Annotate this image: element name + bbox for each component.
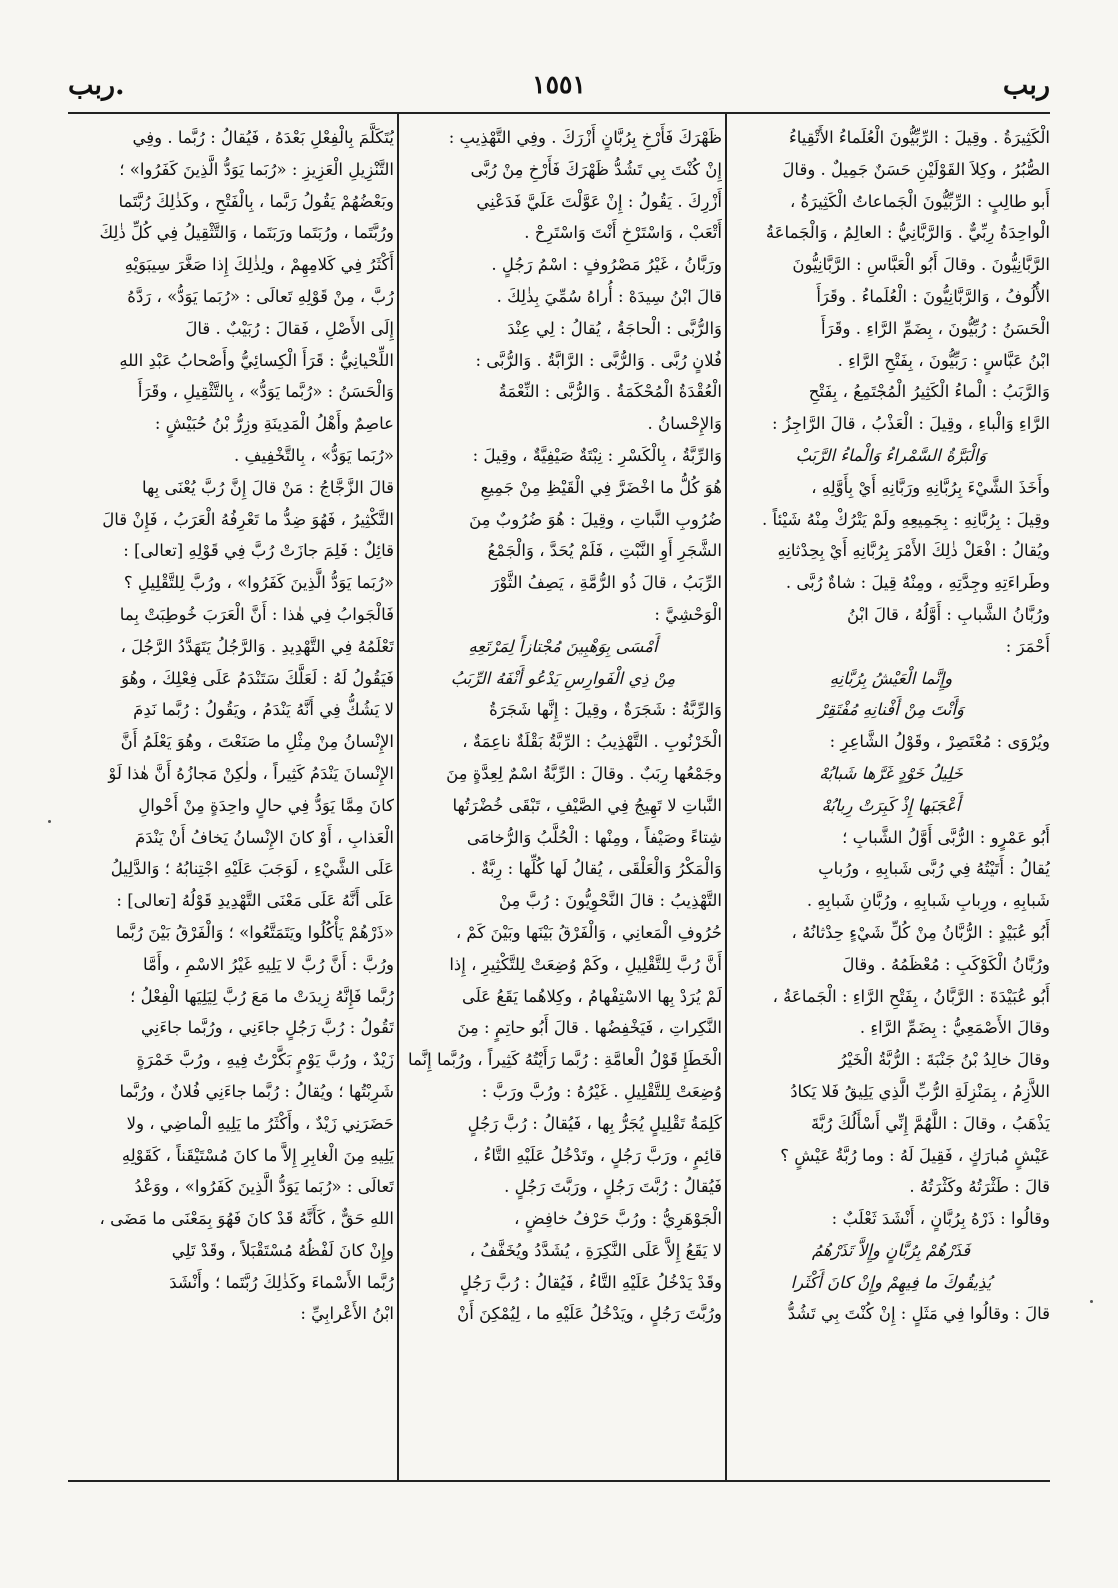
verse-line: أَعْجَبَها إِذْ كَبِرَتْ رِبابُهْ bbox=[821, 795, 961, 815]
text-line: ظَهْرَكَ فَأَرْخِ بِرُبَّانٍ أَزْرَكَ . وفِي التَّهْذِيبِ : bbox=[448, 128, 722, 147]
text-line: وَالإِحْسانُ . bbox=[647, 414, 722, 434]
text-line: وَالرُّبَّى : الْحاجَةُ ، يُقالُ : لِي عِنْدَ bbox=[507, 318, 722, 338]
text-line: الْكَثِيرَةُ . وقِيلَ : الرِّبِّيُّونَ الْعُلَماءُ الأَتْقِياءُ bbox=[788, 128, 1050, 147]
text-line: شَبابِهِ ، ورِبابِ شَبابِهِ ، ورُبَّانِ شَبابِهِ . bbox=[806, 891, 1050, 911]
text-line: الْخَطَإِ قَوْلُ الْعامَّةِ : رُبَّما رَأَيْتُهُ كَثِيراً ، ورُبَّما إِنَّما bbox=[407, 1050, 722, 1070]
text-line: أَبُو عَمْرٍو : الرُّبَّى أَوَّلُ الشَّبابِ ؛ bbox=[842, 827, 1050, 847]
text-line: كانَ مِمَّا يَوَدُّ فِي حالٍ واحِدَةٍ مِنْ أَحْوالِ bbox=[138, 795, 394, 815]
text-line: الْجَوْهَرِيُّ : ورُبَّ حَرْفُ خافِضٍ ، bbox=[514, 1209, 722, 1229]
column-divider-right bbox=[725, 112, 727, 1482]
text-column-right bbox=[732, 122, 1050, 1472]
text-line: أَبو طالِبٍ : الرِّبِّيُّونَ الْجَماعاتُ الْكَثِيرَةُ ، bbox=[789, 191, 1050, 211]
text-line: التَّهْذِيبُ : قالَ النَّحْوِيُّونَ : رُبَّ مِنْ bbox=[498, 891, 722, 911]
verse-line: يُذِيقُوكَ ما فِيهِمْ وإِنْ كانَ أَكْثَرا bbox=[790, 1272, 992, 1292]
text-line: الإِنْسانَ يَنْدَمُ كَثِيراً ، ولٰكِنْ مَجازُهُ أَنَّ هٰذا لَوْ bbox=[108, 763, 394, 783]
text-line: وَالرِّبَّةُ ، بِالْكَسْرِ : نِبْتَةٌ صَيْفِيَّةٌ ، وقِيلَ : bbox=[472, 445, 722, 465]
text-line: قائِلٌ : فَلِمَ جازَتْ رُبَّ فِي قَوْلِهِ [تعالى] : bbox=[123, 541, 394, 561]
text-line: إِلَى الأَصْلِ ، فَقالَ : رُبَيْبٌ . قالَ bbox=[185, 318, 394, 338]
text-line: الشَّجَرِ أَوِ النَّبْتِ ، فَلَمْ يُحَدَّ ، وَالْجَمْعُ bbox=[487, 541, 722, 561]
text-line: هُوَ كُلُّ ما اخْضَرَّ فِي الْقَيْظِ مِنْ جَمِيعِ bbox=[480, 477, 722, 497]
text-line: الْوَحْشِيَّ : bbox=[654, 604, 722, 624]
text-line: أَبُو عُبَيْدٍ : الرُّبَّانُ مِنْ كُلِّ شَيْءٍ حِدْثانُهُ ، bbox=[791, 922, 1050, 942]
text-line: شَرِبْتُها ؛ ويُقالُ : رُبَّما جاءَنِي فُلانٌ ، ورُبَّما bbox=[119, 1081, 394, 1101]
text-line: اللاَّزِمُ ، بِمَنْزِلَةِ الرُّبِّ الَّذِي يَلِيقُ فَلا يَكادُ bbox=[790, 1081, 1050, 1101]
text-line: يُقالُ : أَتَيْتُهُ فِي رُبَّى شَبابِهِ ، ورُبابِ bbox=[818, 859, 1050, 879]
text-line: وقالَ خالِدُ بْنُ جَنْبَةَ : الرُّبَّةُ الْخَيْرُ bbox=[838, 1050, 1050, 1070]
text-column-left bbox=[76, 122, 394, 1472]
text-line: وطَراءَتِهِ وجِدَّتِهِ ، ومِنْهُ قِيلَ : شاةٌ رُبَّى . bbox=[785, 573, 1050, 593]
text-line: وَالْحَسَنُ : «رُبَّما يَوَدُّ» ، بِالتَّثْقِيلِ ، وقَرَأَ bbox=[137, 382, 394, 402]
column-divider-left bbox=[397, 112, 399, 1482]
text-line: وقَدْ يَدْخُلُ عَلَيْهِ التَّاءُ ، فَيُقالُ : رُبَّ رَجُلٍ bbox=[459, 1272, 722, 1292]
text-line: الرَّاءِ وَالْباءِ ، وقِيلَ : الْعَذْبُ ، قالَ الرَّاجِزُ : bbox=[772, 414, 1050, 434]
left-running-headword: .ربب bbox=[68, 70, 125, 101]
text-line: ابْنُ عَبَّاسٍ : رَبِّيُّونَ ، بِفَتْحِ الرَّاءِ . bbox=[837, 350, 1050, 370]
header-rule bbox=[68, 112, 1050, 114]
text-line: عَيْشٍ مُبارَكٍ ، فَقِيلَ لَهُ : وما رُبَّةُ عَيْشٍ ؟ bbox=[780, 1145, 1050, 1165]
text-line: إِنْ كُنْتَ بِي تَشُدُّ ظَهْرَكَ فَأَرْخِ مِنْ رُبَّى bbox=[470, 159, 722, 179]
text-line: فَيُقالُ : رُبَّتَ رَجُلٍ ، ورَبَّتَ رَجُلٍ . bbox=[504, 1177, 722, 1197]
text-line: الْعُقْدَةُ الْمُحْكَمَةُ . وَالرُّبَّى : النِّعْمَةُ bbox=[498, 382, 722, 402]
text-line: ابْنُ الأَعْرابِيِّ : bbox=[300, 1304, 394, 1324]
verse-line: فَذَرْهُمْ بِرُبَّانٍ وإِلاَّ تَذَرْهُمُ bbox=[811, 1240, 971, 1260]
verse-line: مِنْ ذِي الْفَوارِسِ يَدْعُو أَنْفَهُ الرِّبَبُ bbox=[450, 668, 676, 688]
text-line: أَكْثَرُ فِي كَلامِهِمْ ، ولِذٰلِكَ إِذا صَغَّرَ سِيبَوَيْهِ bbox=[124, 255, 394, 275]
text-line: وَالرَّبَبُ : الْماءُ الْكَثِيرُ الْمُجْتَمِعُ ، بِفَتْحِ bbox=[808, 382, 1050, 402]
text-line: ورُبَّتَما ، ورُبَتَما ورَبَتَما ، وَالتَّثْقِيلُ فِي كُلِّ ذٰلِكَ bbox=[99, 223, 394, 243]
text-line: أَحْمَرَ : bbox=[1005, 636, 1050, 656]
text-line: قالَ : وقالُوا فِي مَثَلٍ : إِنْ كُنْتَ بِي تَشُدُّ bbox=[787, 1304, 1050, 1324]
text-line: يَذْهَبُ ، وقالَ : اللَّهُمَّ إِنِّي أَسْأَلُكَ رُبَّةَ bbox=[811, 1113, 1050, 1133]
text-line: قالَ ابْنُ سِيدَهْ : أُراهُ سُمِّيَ بِذٰلِكَ . bbox=[496, 286, 722, 306]
text-line: الرَّبَّانِيُّونَ . وقالَ أَبُو الْعَبَّاسِ : الرَّبَّانِيُّونَ bbox=[792, 255, 1050, 275]
text-line: الْخَرْنُوبِ . التَّهْذِيبُ : الرِّبَّةُ بَقْلَةٌ ناعِمَةٌ ، bbox=[462, 732, 722, 752]
text-line: اللهِ حَقٌّ ، كَأَنَّهُ قَدْ كانَ فَهُوَ بِمَعْنَى ما مَضَى ، bbox=[99, 1209, 394, 1229]
text-line: وقالَ الأَصْمَعِيُّ : بِضَمِّ الرَّاءِ . bbox=[859, 1018, 1050, 1038]
text-line: تَقُولُ : رُبَّ رَجُلٍ جاءَنِي ، ورُبَّما جاءَنِي bbox=[141, 1018, 394, 1038]
text-line: النَّباتِ لا تَهِيجُ فِي الصَّيْفِ ، تَبْقَى خُضْرَتُها bbox=[452, 795, 722, 815]
text-line: لا يَشُكُّ فِي أَنَّهُ يَنْدَمُ ، ويَقُولُ : رُبَّما نَدِمَ bbox=[133, 700, 394, 720]
text-line: وُضِعَتْ لِلتَّقْلِيلِ . غَيْرُهُ : ورُبَّ ورَبَّ : bbox=[481, 1081, 722, 1101]
text-line: الْواحِدَةُ رِبِّيٌّ . وَالرَّبَّانِيُّ : العالِمُ ، وَالْجَماعَةُ bbox=[765, 223, 1050, 243]
verse-line: أَمْسَى بِوَهْبِينَ مُجْتازاً لِمَرْتَعِهِ bbox=[468, 636, 658, 656]
text-line: أَنَّ رُبَّ لِلتَّقْلِيلِ ، وكَمْ وُضِعَتْ لِلتَّكْثِيرِ ، إِذا bbox=[449, 954, 722, 974]
text-line: وأَخَذَ الشَّيْءَ بِرُبَّانِهِ ورَبَّانِهِ أَيْ بِأَوَّلِهِ ، bbox=[811, 477, 1050, 497]
text-line: الْحَسَنُ : رُبِّيُّونَ ، بِضَمِّ الرَّاءِ . وقَرَأَ bbox=[820, 318, 1050, 338]
text-line: قائِمٍ ، ورَبَّ رَجُلٍ ، وتَدْخُلُ عَلَيْهِ التَّاءُ ، bbox=[473, 1145, 722, 1165]
text-line: ورُبَّ : أَنَّ رُبَّ لا يَلِيهِ غَيْرُ الاسْمِ ، وأَمَّا bbox=[143, 954, 394, 974]
text-line: عَلَى أَنَّهُ عَلَى مَعْنَى التَّهْدِيدِ قَوْلُهُ [تعالى] : bbox=[116, 891, 394, 911]
text-line: يَلِيهِ مِنَ الْغابِرِ إِلاَّ ما كانَ مُسْتَيْقَناً ، كَقَوْلِهِ bbox=[121, 1145, 394, 1165]
text-line: الصُّبُرُ ، وكِلاَ القَوْلَيْنِ حَسَنٌ جَمِيلٌ . وقالَ bbox=[782, 159, 1050, 179]
text-line: رُبَّما الأَسْماءَ وكَذٰلِكَ رُبَّتَما ؛ وأَنْشَدَ bbox=[169, 1272, 394, 1292]
text-line: التَّنْزِيلِ الْعَزِيزِ : «رُبَما يَوَدُّ الَّذِينَ كَفَرُوا» ؛ bbox=[119, 159, 394, 179]
text-line: عاصِمٌ وأَهْلُ الْمَدِينَةِ وزِرُّ بْنُ حُبَيْشٍ : bbox=[154, 414, 394, 434]
scan-speck bbox=[1090, 1300, 1093, 1303]
text-line: التَّكْثِيرُ ، فَهُوَ ضِدُّ ما تَعْرِفُهُ الْعَرَبُ ، فَإِنْ قالَ bbox=[102, 509, 394, 529]
text-line: رُبَّما فَإِنَّهُ زِيدَتْ ما مَعَ رُبَّ لِيَلِيَها الْفِعْلُ ؛ bbox=[130, 986, 394, 1006]
text-line: فُلانٍ رُبَّى . وَالرُّبَّى : الرَّابَّةُ . وَالرُّبَّى : bbox=[475, 350, 722, 370]
text-line: الأُلُوفُ ، وَالرَّبَّانِيُّونَ : الْعُلَماءُ . وقَرَأَ bbox=[816, 286, 1050, 306]
text-line: حُرُوفِ الْمَعانِي ، وَالْفَرْقُ بَيْنَها وبَيْنَ كَمْ ، bbox=[455, 922, 722, 942]
text-column-middle bbox=[404, 122, 722, 1472]
right-running-headword: ربب bbox=[1002, 70, 1050, 101]
text-line: «ذَرْهُمْ يَأْكُلُوا ويَتَمَتَّعُوا» ؛ وَالْفَرْقُ بَيْنَ رُبَّما bbox=[115, 922, 394, 942]
text-line: كَلِمَةُ تَقْلِيلٍ يُجَرُّ بِها ، فَيُقالُ : رُبَّ رَجُلٍ bbox=[467, 1113, 722, 1133]
text-line: اللِّحْيانِيُّ : قَرَأَ الْكِسائِيُّ وأَصْحابُ عَبْدِ اللهِ bbox=[119, 350, 394, 370]
text-line: لَمْ يُرَدْ بِها الاسْتِفْهامُ ، وكِلاهُما يَقَعُ عَلَى bbox=[461, 986, 722, 1006]
text-line: وجَمْعُها رِبَبٌ . وقالَ : الرِّبَّةُ اسْمٌ لِعِدَّةٍ مِنَ bbox=[446, 763, 722, 783]
text-line: يُتَكَلَّمَ بِالْفِعْلِ بَعْدَهُ ، فَيُقالُ : رُبَّما . وفِي bbox=[132, 128, 394, 147]
text-line: ويُرْوَى : مُعْتَصِرْ ، وقَوْلُ الشَّاعِرِ : bbox=[829, 732, 1050, 752]
text-line: وَالْمَكْرُ وَالْعَلْقَى ، يُقالُ لَها كُلِّها : رِبَّةٌ . bbox=[470, 859, 722, 879]
verse-line: خَلِيلُ خَوْدٍ غَرَّها شَبابُهْ bbox=[819, 763, 963, 783]
text-line: النَّكِراتِ ، فَيَخْفِضُها . قالَ أَبُو حاتِمٍ : مِنَ bbox=[457, 1018, 722, 1038]
text-line: زَيْدٌ ، ورُبَّ يَوْمٍ بَكَّرْتُ فِيهِ ، ورُبَّ خَمْرَةٍ bbox=[136, 1050, 394, 1070]
text-line: وقِيلَ : بِرُبَّانِهِ : بِجَمِيعِهِ ولَمْ يَتْرُكْ مِنْهُ شَيْئاً . bbox=[762, 509, 1050, 529]
text-line: الإِنْسانُ مِنْ مِثْلِ ما صَنَعْتَ ، وهُوَ يَعْلَمُ أَنَّ bbox=[120, 732, 394, 752]
text-line: الْعَذابِ ، أَوْ كانَ الإِنْسانُ يَخافُ أَنْ يَنْدَمَ bbox=[135, 827, 394, 847]
text-line: ورَبَّانُ ، غَيْرُ مَصْرُوفٍ : اسْمُ رَجُلٍ . bbox=[491, 255, 722, 275]
text-line: حَضَرَنِي زَيْدٌ ، وأَكْثَرُ ما يَلِيهِ الْماضِي ، ولا bbox=[126, 1113, 394, 1133]
text-line: فَالْجَوابُ فِي هٰذا : أَنَّ الْعَرَبَ خُوطِبَتْ بِما bbox=[119, 604, 394, 624]
text-line: قالَ الزَّجَّاجُ : مَنْ قالَ إِنَّ رُبَّ يُعْنَى بِها bbox=[141, 477, 394, 497]
text-line: «رُبَما يَوَدُّ» ، بِالتَّخْفِيفِ . bbox=[233, 445, 394, 465]
verse-line: وَأَنْتَ مِنْ أَفْنانِهِ مُفْتَقِرْ bbox=[817, 700, 964, 720]
text-line: «رُبَما يَوَدُّ الَّذِينَ كَفَرُوا» ، ورُبَّ لِلتَّقْلِيلِ ؟ bbox=[123, 573, 394, 593]
text-line: قالَ : طَثْرَتُهُ وكَثْرَتُهُ . bbox=[909, 1177, 1050, 1197]
text-line: أَزْرِكَ . يَقُولُ : إِنْ عَوَّلْتَ عَلَيَّ فَدَعْنِي bbox=[476, 191, 722, 211]
text-line: تَعالَى : «رُبَما يَوَدُّ الَّذِينَ كَفَرُوا» ، ووَعْدُ bbox=[134, 1177, 394, 1197]
verse-line: وَالْبَرَّةُ السَّمْراءُ وَالْماءُ الرَّبَبْ bbox=[795, 445, 987, 465]
text-line: رُبَّ ، مِنْ قَوْلِهِ تَعالَى : «رُبَما يَوَدُّ» ، رَدَّهُ bbox=[127, 286, 394, 306]
footer-rule bbox=[68, 1480, 1050, 1482]
text-line: عَلَى الشَّيْءِ ، لَوَجَبَ عَلَيْهِ اجْتِنابُهُ ؛ وَالدَّلِيلُ bbox=[110, 859, 394, 879]
text-line: وَالرِّبَّةُ : شَجَرَةٌ ، وقِيلَ : إِنَّها شَجَرَةُ bbox=[489, 700, 722, 720]
text-line: شِتاءً وصَيْفاً ، ومِنْها : الْحُلَّبُ وَالرُّخامَى bbox=[466, 827, 722, 847]
text-line: وقالُوا : ذَرْهُ بِرُبَّانٍ ، أَنْشَدَ ثَعْلَبٌ : bbox=[831, 1209, 1050, 1229]
text-line: ويُقالُ : افْعَلْ ذٰلِكَ الأَمْرَ بِرُبَّانِهِ أَيْ بِحِدْثانِهِ bbox=[777, 541, 1050, 561]
text-line: وإِنْ كانَ لَفْظُهُ مُسْتَقْبَلاً ، وقَدْ تَلِي bbox=[171, 1240, 394, 1260]
page-header bbox=[68, 62, 1050, 112]
text-line: الرِّبَبُ ، قالَ ذُو الرُّمَّةِ ، يَصِفُ الثَّوْرَ bbox=[491, 573, 722, 593]
text-line: تَعْلَمُهُ فِي التَّهْدِيدِ . وَالرَّجُلُ يَتَهَدَّدُ الرَّجُلَ ، bbox=[120, 636, 394, 656]
text-line: ضُرُوبِ النَّباتِ ، وقِيلَ : هُوَ ضُرُوبٌ مِنَ bbox=[469, 509, 722, 529]
scan-speck bbox=[48, 820, 51, 823]
text-line: لا يَقَعُ إِلاَّ عَلَى النَّكِرَةِ ، يُشَدَّدُ ويُخَفَّفُ ، bbox=[469, 1240, 722, 1260]
text-line: ورُبَّانُ الشَّبابِ : أَوَّلُهُ ، قالَ ابْنُ bbox=[847, 604, 1050, 624]
text-line: ورُبَّانُ الْكَوْكَبِ : مُعْظَمُهُ . وقالَ bbox=[842, 954, 1050, 974]
verse-line: وإِنَّما الْعَيْشُ بِرُبَّانِهِ bbox=[829, 668, 953, 688]
text-line: فَيَقُولُ لَهُ : لَعَلَّكَ سَتَنْدَمُ عَلَى فِعْلِكَ ، وهُوَ bbox=[121, 668, 394, 688]
text-line: ورُبَّتَ رَجُلٍ ، ويَدْخُلُ عَلَيْهِ ما ، لِيُمْكِنَ أَنْ bbox=[457, 1304, 722, 1324]
page-number: ١٥٥١ bbox=[532, 70, 586, 99]
text-line: أَتْعَبْ ، وَاسْتَرْخِ أَنْتَ وَاسْتَرِحْ . bbox=[524, 223, 722, 243]
text-line: أَبُو عُبَيْدَةَ : الرَّبَّانُ ، بِفَتْحِ الرَّاءِ : الْجَماعَةُ ، bbox=[772, 986, 1050, 1006]
text-line: وبَعْضُهُمْ يَقُولُ رَبَّما ، بِالْفَتْحِ ، وكَذٰلِكَ رُبَّتَما bbox=[118, 191, 394, 211]
